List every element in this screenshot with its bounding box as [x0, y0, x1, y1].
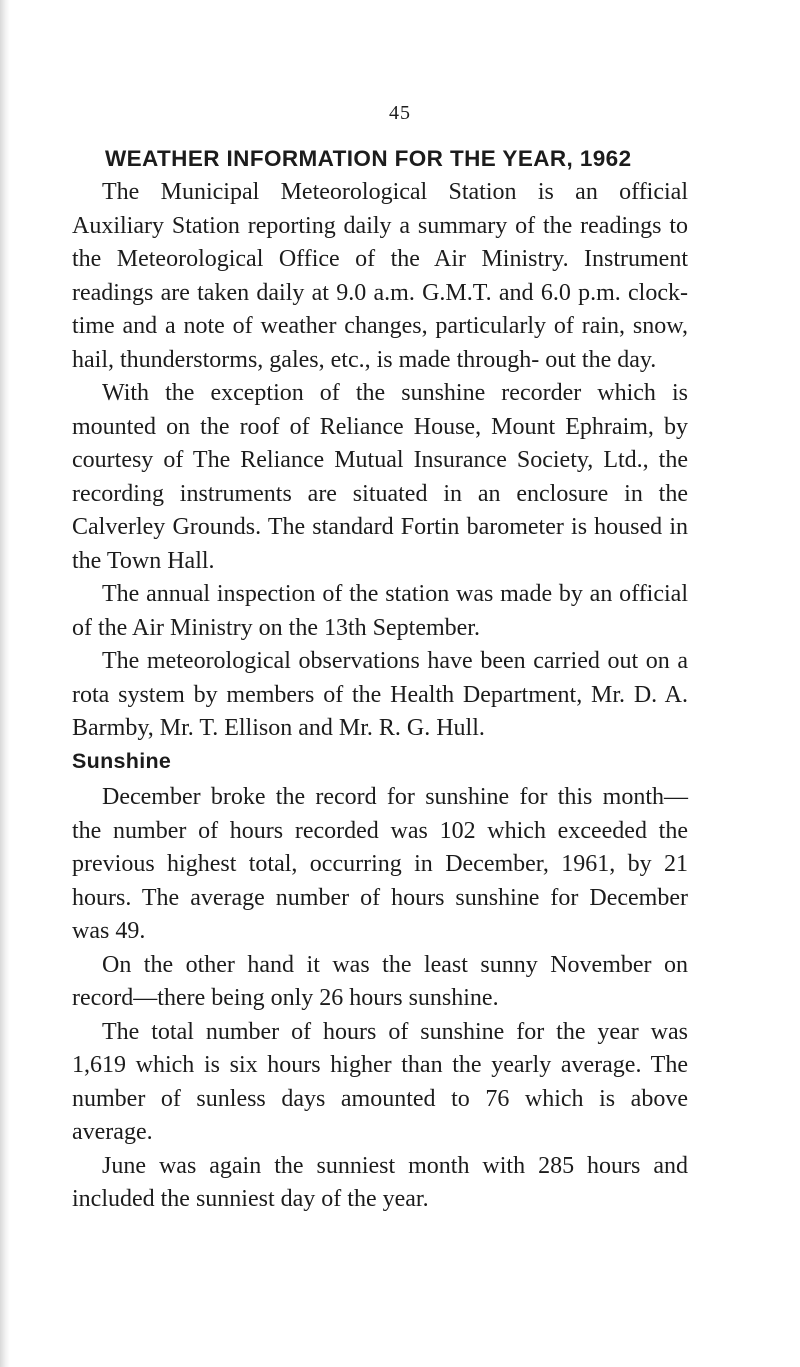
sunshine-paragraph-december: December broke the record for sunshine for this month— the number of hours recorded was 102 which exceeded the previous highest total, occurring in December, 1961, by 21 hours. The average number of hours sunshine for December was 49.	[72, 784, 688, 944]
sunshine-paragraph-november: On the other hand it was the least sunny November on record—there being only 26 hours sunshine.	[72, 951, 688, 1011]
intro-paragraph-inspection: The annual inspection of the station was made by an official of the Air Ministry on the 13th September.	[72, 581, 688, 641]
page-binding-edge	[0, 0, 10, 1367]
intro-paragraph-station: The Municipal Meteorological Station is an official Auxiliary Station reporting daily a summary of the readings to the Meteorological Office of the Air Ministry. Instrument readings are taken daily at 9.0 a.m. G.M.T. and 6.0 p.m. clock-time and a note of weather changes, particularly of rain, snow, hail, thunderstorms, gales, etc., is made through- out the day.	[72, 179, 688, 373]
sunshine-section	[72, 781, 688, 1217]
intro-section	[72, 176, 688, 746]
sunshine-paragraph-june: June was again the sunniest month with 285 hours and included the sunniest day of the year.	[72, 1152, 688, 1212]
intro-paragraph-observers: The meteorological observations have been carried out on a rota system by members of the Health Department, Mr. D. A. Barmby, Mr. T. Ellison and Mr. R. G. Hull.	[72, 648, 688, 741]
page-title: WEATHER INFORMATION FOR THE YEAR, 1962	[105, 146, 632, 171]
page-number: 45	[389, 102, 411, 124]
intro-paragraph-instruments: With the exception of the sunshine recorder which is mounted on the roof of Reliance House, Mount Ephraim, by courtesy of The Reliance Mutual Insurance Society, Ltd., the recording instruments are situated in an enclosure in the Calverley Grounds. The standard Fortin barometer is housed in the Town Hall.	[72, 380, 688, 574]
sunshine-paragraph-yearly-total: The total number of hours of sunshine for the year was 1,619 which is six hours higher than the yearly average. The number of sunless days amounted to 76 which is above average.	[72, 1018, 688, 1145]
sunshine-heading: Sunshine	[72, 749, 172, 773]
